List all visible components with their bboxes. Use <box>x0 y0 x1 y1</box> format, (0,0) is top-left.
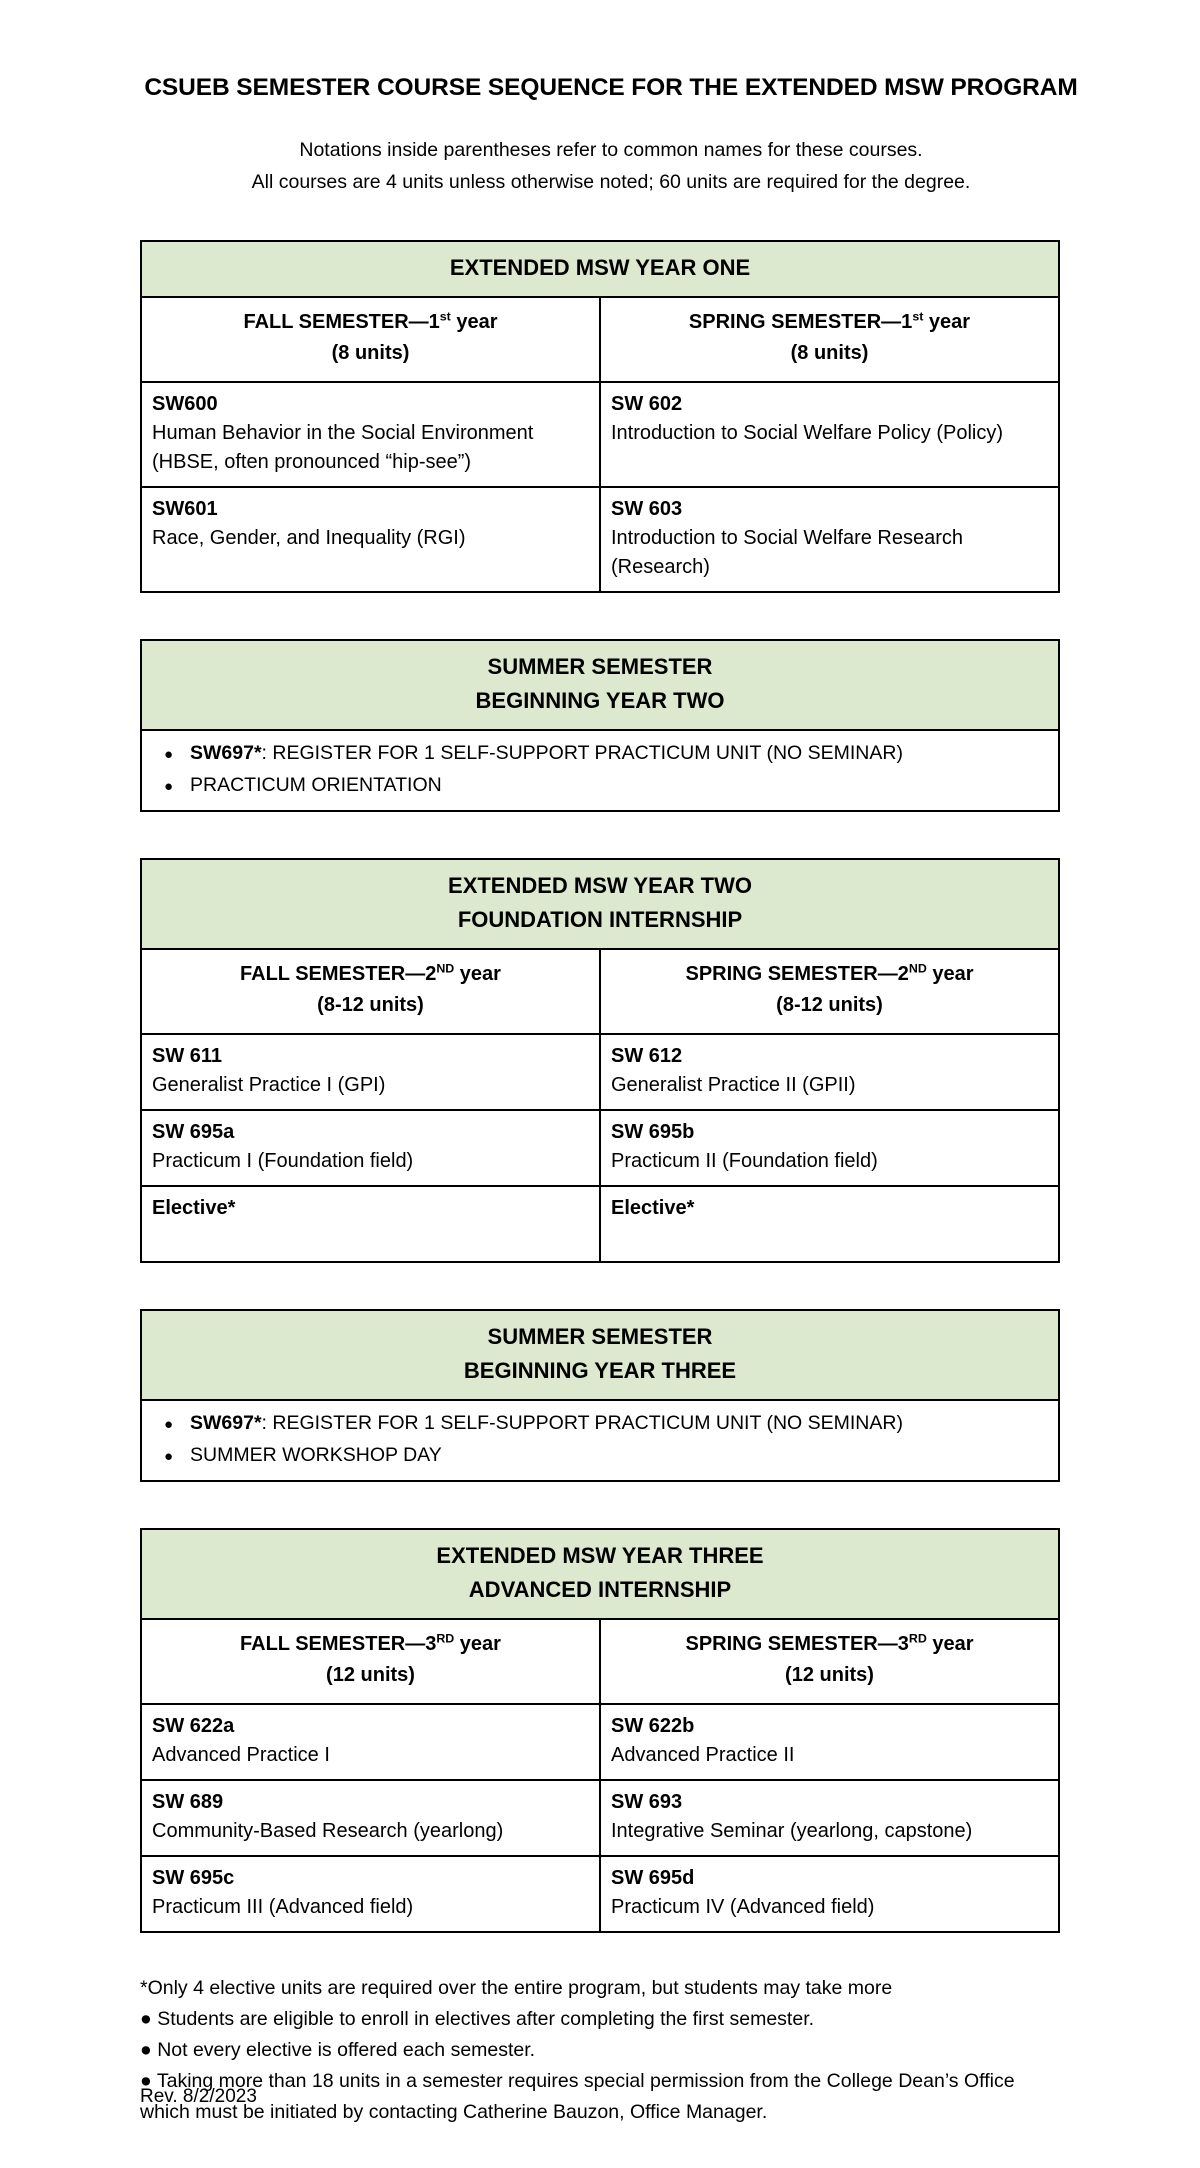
text-fragment: year <box>926 1633 974 1655</box>
ordinal-suffix: st <box>912 309 924 324</box>
footnote-line-1: *Only 4 elective units are required over the entire program, but students may take more <box>140 1977 893 1999</box>
year-three-fall-header-line-1 <box>148 1629 593 1660</box>
table-row <box>141 297 1059 382</box>
ordinal-suffix: ND <box>436 961 455 976</box>
course-code: SW 602 <box>611 393 683 415</box>
course-cell <box>141 487 600 592</box>
summer-three-band-line-2: BEGINNING YEAR THREE <box>463 1358 737 1383</box>
course-code: SW 689 <box>152 1791 224 1813</box>
year-two-fall-header-line-1 <box>148 959 593 990</box>
table-row <box>141 1780 1059 1856</box>
text-fragment: FALL SEMESTER—1 <box>243 311 440 333</box>
table-row <box>141 1619 1059 1704</box>
course-code: SW 612 <box>611 1045 683 1067</box>
course-name-line: (HBSE, often pronounced “hip-see”) <box>152 451 472 473</box>
summer-three-band-line-1: SUMMER SEMESTER <box>487 1324 713 1349</box>
year-two-spring-header-line-2: (8-12 units) <box>776 994 883 1016</box>
bullet-bold-prefix: SW697* <box>190 742 262 764</box>
table-summer-year-two <box>140 639 1060 812</box>
year-two-spring-header-line-1 <box>607 959 1052 990</box>
course-code: Elective* <box>611 1197 695 1219</box>
text-fragment: year <box>926 963 974 985</box>
list-item-text <box>190 770 1048 800</box>
year-one-fall-header-line-1 <box>148 307 593 338</box>
course-name-line: Advanced Practice II <box>611 1744 795 1766</box>
course-name-line: Advanced Practice I <box>152 1744 330 1766</box>
footnotes <box>140 1973 1060 2128</box>
bullet-icon: ● <box>164 778 174 795</box>
table-year-three <box>140 1528 1060 1933</box>
spacer <box>140 593 1100 639</box>
spacer <box>140 1482 1100 1528</box>
year-three-spring-header-line-2: (12 units) <box>785 1664 874 1686</box>
course-code: SW 622a <box>152 1715 235 1737</box>
course-cell <box>141 1186 600 1262</box>
course-cell <box>600 1034 1059 1110</box>
bullet-icon: ● <box>164 746 174 763</box>
year-two-fall-header <box>141 949 600 1034</box>
table-row <box>141 859 1059 949</box>
course-name-line: Community-Based Research (yearlong) <box>152 1820 504 1842</box>
list-item-text <box>190 1408 1048 1438</box>
table-row <box>141 730 1059 811</box>
table-summer-year-three <box>140 1309 1060 1482</box>
table-row <box>141 1110 1059 1186</box>
summer-two-bullets <box>141 730 1059 811</box>
bullet-rest: : REGISTER FOR 1 SELF-SUPPORT PRACTICUM UNIT (NO SEMINAR) <box>261 1412 903 1434</box>
page-title: CSUEB SEMESTER COURSE SEQUENCE FOR THE EXTENDED MSW PROGRAM <box>144 74 1078 101</box>
year-one-fall-header <box>141 297 600 382</box>
year-two-band-line-2: FOUNDATION INTERNSHIP <box>457 907 743 932</box>
course-code: Elective* <box>152 1197 236 1219</box>
course-name-line: Introduction to Social Welfare Research <box>611 527 964 549</box>
course-cell <box>600 1780 1059 1856</box>
list-item <box>156 770 1048 802</box>
course-name-line: Practicum III (Advanced field) <box>152 1896 414 1918</box>
subtitle-line-2: All courses are 4 units unless otherwise noted; 60 units are required for the degree. <box>251 171 971 193</box>
year-one-band-title: EXTENDED MSW YEAR ONE <box>449 255 751 280</box>
table-row <box>141 1186 1059 1262</box>
course-code: SW600 <box>152 393 218 415</box>
course-code: SW 693 <box>611 1791 683 1813</box>
course-code: SW 695a <box>152 1121 235 1143</box>
bullet-icon: ● <box>164 1416 174 1433</box>
subtitle-line-1: Notations inside parentheses refer to common names for these courses. <box>299 139 923 161</box>
course-name-line: Practicum I (Foundation field) <box>152 1150 414 1172</box>
summer-three-band <box>141 1310 1059 1400</box>
course-code: SW 695d <box>611 1867 695 1889</box>
footnote-line-2: ● Students are eligible to enroll in electives after completing the first semester. <box>140 2008 815 2030</box>
table-row <box>141 1400 1059 1481</box>
table-row <box>141 487 1059 592</box>
course-cell <box>600 1186 1059 1262</box>
text-fragment: year <box>454 1633 501 1655</box>
text-fragment: year <box>923 311 971 333</box>
spacer <box>140 1263 1100 1309</box>
table-row <box>141 241 1059 297</box>
course-cell <box>141 1780 600 1856</box>
table-row <box>141 1310 1059 1400</box>
table-row <box>141 640 1059 730</box>
summer-two-band-line-1: SUMMER SEMESTER <box>487 654 713 679</box>
course-code: SW 695c <box>152 1867 235 1889</box>
course-name-line: Practicum II (Foundation field) <box>611 1150 878 1172</box>
table-row <box>141 1704 1059 1780</box>
course-code: SW 611 <box>152 1045 223 1067</box>
year-three-spring-header-line-1 <box>607 1629 1052 1660</box>
footnote-line-4: ● Taking more than 18 units in a semester requires special permission from the College Dean’s Office <box>140 2070 1015 2092</box>
course-code: SW 622b <box>611 1715 695 1737</box>
table-row <box>141 1034 1059 1110</box>
year-one-spring-header-line-1 <box>607 307 1052 338</box>
ordinal-suffix: RD <box>908 1631 927 1646</box>
list-item <box>156 738 1048 770</box>
text-fragment: FALL SEMESTER—3 <box>240 1633 437 1655</box>
year-three-fall-header <box>141 1619 600 1704</box>
text-fragment: SPRING SEMESTER—2 <box>685 963 909 985</box>
course-cell <box>141 1034 600 1110</box>
course-name-line: (Research) <box>611 556 710 578</box>
year-two-fall-header-line-2: (8-12 units) <box>317 994 424 1016</box>
spacer <box>140 198 1100 240</box>
year-three-band-line-1: EXTENDED MSW YEAR THREE <box>436 1543 764 1568</box>
year-three-spring-header <box>600 1619 1059 1704</box>
summer-two-band-line-2: BEGINNING YEAR TWO <box>475 688 725 713</box>
table-row <box>141 1856 1059 1932</box>
table-row <box>141 382 1059 487</box>
course-name-line: Generalist Practice I (GPI) <box>152 1074 386 1096</box>
list-item-text <box>190 738 1048 768</box>
bullet-bold-prefix: SW697* <box>190 1412 262 1434</box>
text-fragment: year <box>450 311 498 333</box>
list-item <box>156 1408 1048 1440</box>
footnote-line-5: which must be initiated by contacting Catherine Bauzon, Office Manager. <box>140 2101 768 2123</box>
course-name-line: Generalist Practice II (GPII) <box>611 1074 856 1096</box>
year-one-fall-header-line-2: (8 units) <box>331 342 410 364</box>
course-cell <box>600 1110 1059 1186</box>
course-cell <box>600 1704 1059 1780</box>
summer-two-band <box>141 640 1059 730</box>
course-code: SW 695b <box>611 1121 695 1143</box>
course-name-line: Introduction to Social Welfare Policy (Policy) <box>611 422 1004 444</box>
spacer <box>140 812 1100 858</box>
year-two-band-line-1: EXTENDED MSW YEAR TWO <box>448 873 752 898</box>
table-row <box>141 1529 1059 1619</box>
year-one-spring-header-line-2: (8 units) <box>790 342 869 364</box>
year-one-spring-header <box>600 297 1059 382</box>
summer-three-bullets <box>141 1400 1059 1481</box>
table-year-two <box>140 858 1060 1263</box>
ordinal-suffix: RD <box>436 1631 455 1646</box>
course-cell <box>141 1704 600 1780</box>
text-fragment: FALL SEMESTER—2 <box>240 963 437 985</box>
course-cell <box>141 1856 600 1932</box>
footnote-line-3: ● Not every elective is offered each semester. <box>140 2039 536 2061</box>
year-two-spring-header <box>600 949 1059 1034</box>
year-three-band <box>141 1529 1059 1619</box>
year-one-band <box>141 241 1059 297</box>
bullet-icon: ● <box>164 1448 174 1465</box>
course-code: SW601 <box>152 498 218 520</box>
ordinal-suffix: ND <box>908 961 927 976</box>
course-cell <box>141 1110 600 1186</box>
course-name-line: Practicum IV (Advanced field) <box>611 1896 875 1918</box>
course-name-line: Race, Gender, and Inequality (RGI) <box>152 527 466 549</box>
course-name-line: Human Behavior in the Social Environment <box>152 422 534 444</box>
course-cell <box>600 382 1059 487</box>
year-three-fall-header-line-2: (12 units) <box>326 1664 415 1686</box>
ordinal-suffix: st <box>439 309 451 324</box>
table-row <box>141 949 1059 1034</box>
year-three-band-line-2: ADVANCED INTERNSHIP <box>468 1577 732 1602</box>
text-fragment: year <box>454 963 501 985</box>
list-item-text <box>190 1440 1048 1470</box>
course-code: SW 603 <box>611 498 683 520</box>
bullet-rest: PRACTICUM ORIENTATION <box>190 774 442 796</box>
text-fragment: SPRING SEMESTER—1 <box>688 311 913 333</box>
course-cell <box>600 487 1059 592</box>
course-cell <box>141 382 600 487</box>
table-year-one <box>140 240 1060 593</box>
bullet-rest: : REGISTER FOR 1 SELF-SUPPORT PRACTICUM UNIT (NO SEMINAR) <box>261 742 903 764</box>
course-cell <box>600 1856 1059 1932</box>
text-fragment: SPRING SEMESTER—3 <box>685 1633 909 1655</box>
bullet-rest: SUMMER WORKSHOP DAY <box>190 1444 442 1466</box>
revision-date: Rev. 8/2/2023 <box>140 2086 257 2107</box>
list-item <box>156 1440 1048 1472</box>
subtitle-block <box>140 134 1100 198</box>
course-name-line: Integrative Seminar (yearlong, capstone) <box>611 1820 973 1842</box>
year-two-band <box>141 859 1059 949</box>
